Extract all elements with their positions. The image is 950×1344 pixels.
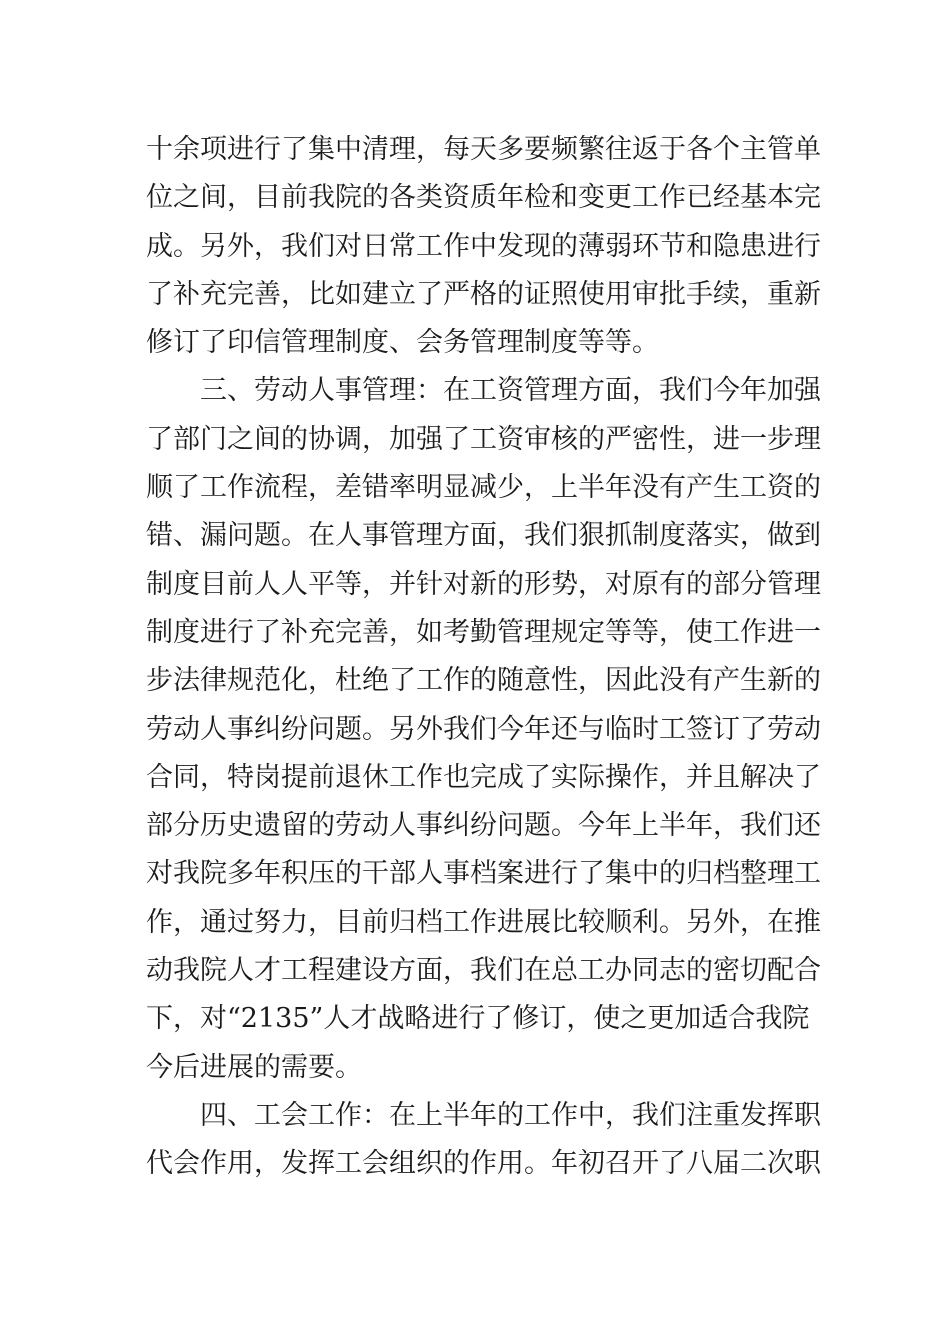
text-line: 修订了印信管理制度、会务管理制度等等。 [146,327,659,359]
text-line: 制度进行了补充完善，如考勤管理规定等等，使工作进一 [146,616,821,648]
text-line: 对我院多年积压的干部人事档案进行了集中的归档整理工 [146,858,821,890]
text-line: 劳动人事纠纷问题。另外我们今年还与临时工签订了劳动 [146,713,821,745]
text-line: 成。另外，我们对日常工作中发现的薄弱环节和隐患进行 [146,230,821,262]
paragraph-start-line: 三、劳动人事管理：在工资管理方面，我们今年加强 [200,375,821,407]
text-line: 了部门之间的协调，加强了工资审核的严密性，进一步理 [146,423,821,455]
text-line: 顺了工作流程，差错率明显减少，上半年没有产生工资的 [146,472,821,504]
text-line: 代会作用，发挥工会组织的作用。年初召开了八届二次职 [146,1148,821,1180]
text-line: 下，对“2135”人才战略进行了修订，使之更加适合我院 [146,1003,810,1035]
text-line: 了补充完善，比如建立了严格的证照使用审批手续，重新 [146,278,821,310]
text-line: 制度目前人人平等，并针对新的形势，对原有的部分管理 [146,568,821,600]
text-line: 错、漏问题。在人事管理方面，我们狠抓制度落实，做到 [146,520,821,552]
text-line: 作，通过努力，目前归档工作进展比较顺利。另外，在推 [146,906,821,938]
text-line: 今后进展的需要。 [146,1051,362,1083]
text-line: 位之间，目前我院的各类资质年检和变更工作已经基本完 [146,182,821,214]
text-line: 动我院人才工程建设方面，我们在总工办同志的密切配合 [146,955,821,987]
text-line: 十余项进行了集中清理，每天多要频繁往返于各个主管单 [146,134,821,165]
text-line: 步法律规范化，杜绝了工作的随意性，因此没有产生新的 [146,665,821,697]
paragraph-start-line: 四、工会工作：在上半年的工作中，我们注重发挥职 [200,1099,821,1131]
body-text [146,126,821,1189]
text-line: 部分历史遗留的劳动人事纠纷问题。今年上半年，我们还 [146,810,821,842]
text-line: 合同，特岗提前退休工作也完成了实际操作，并且解决了 [146,761,821,793]
